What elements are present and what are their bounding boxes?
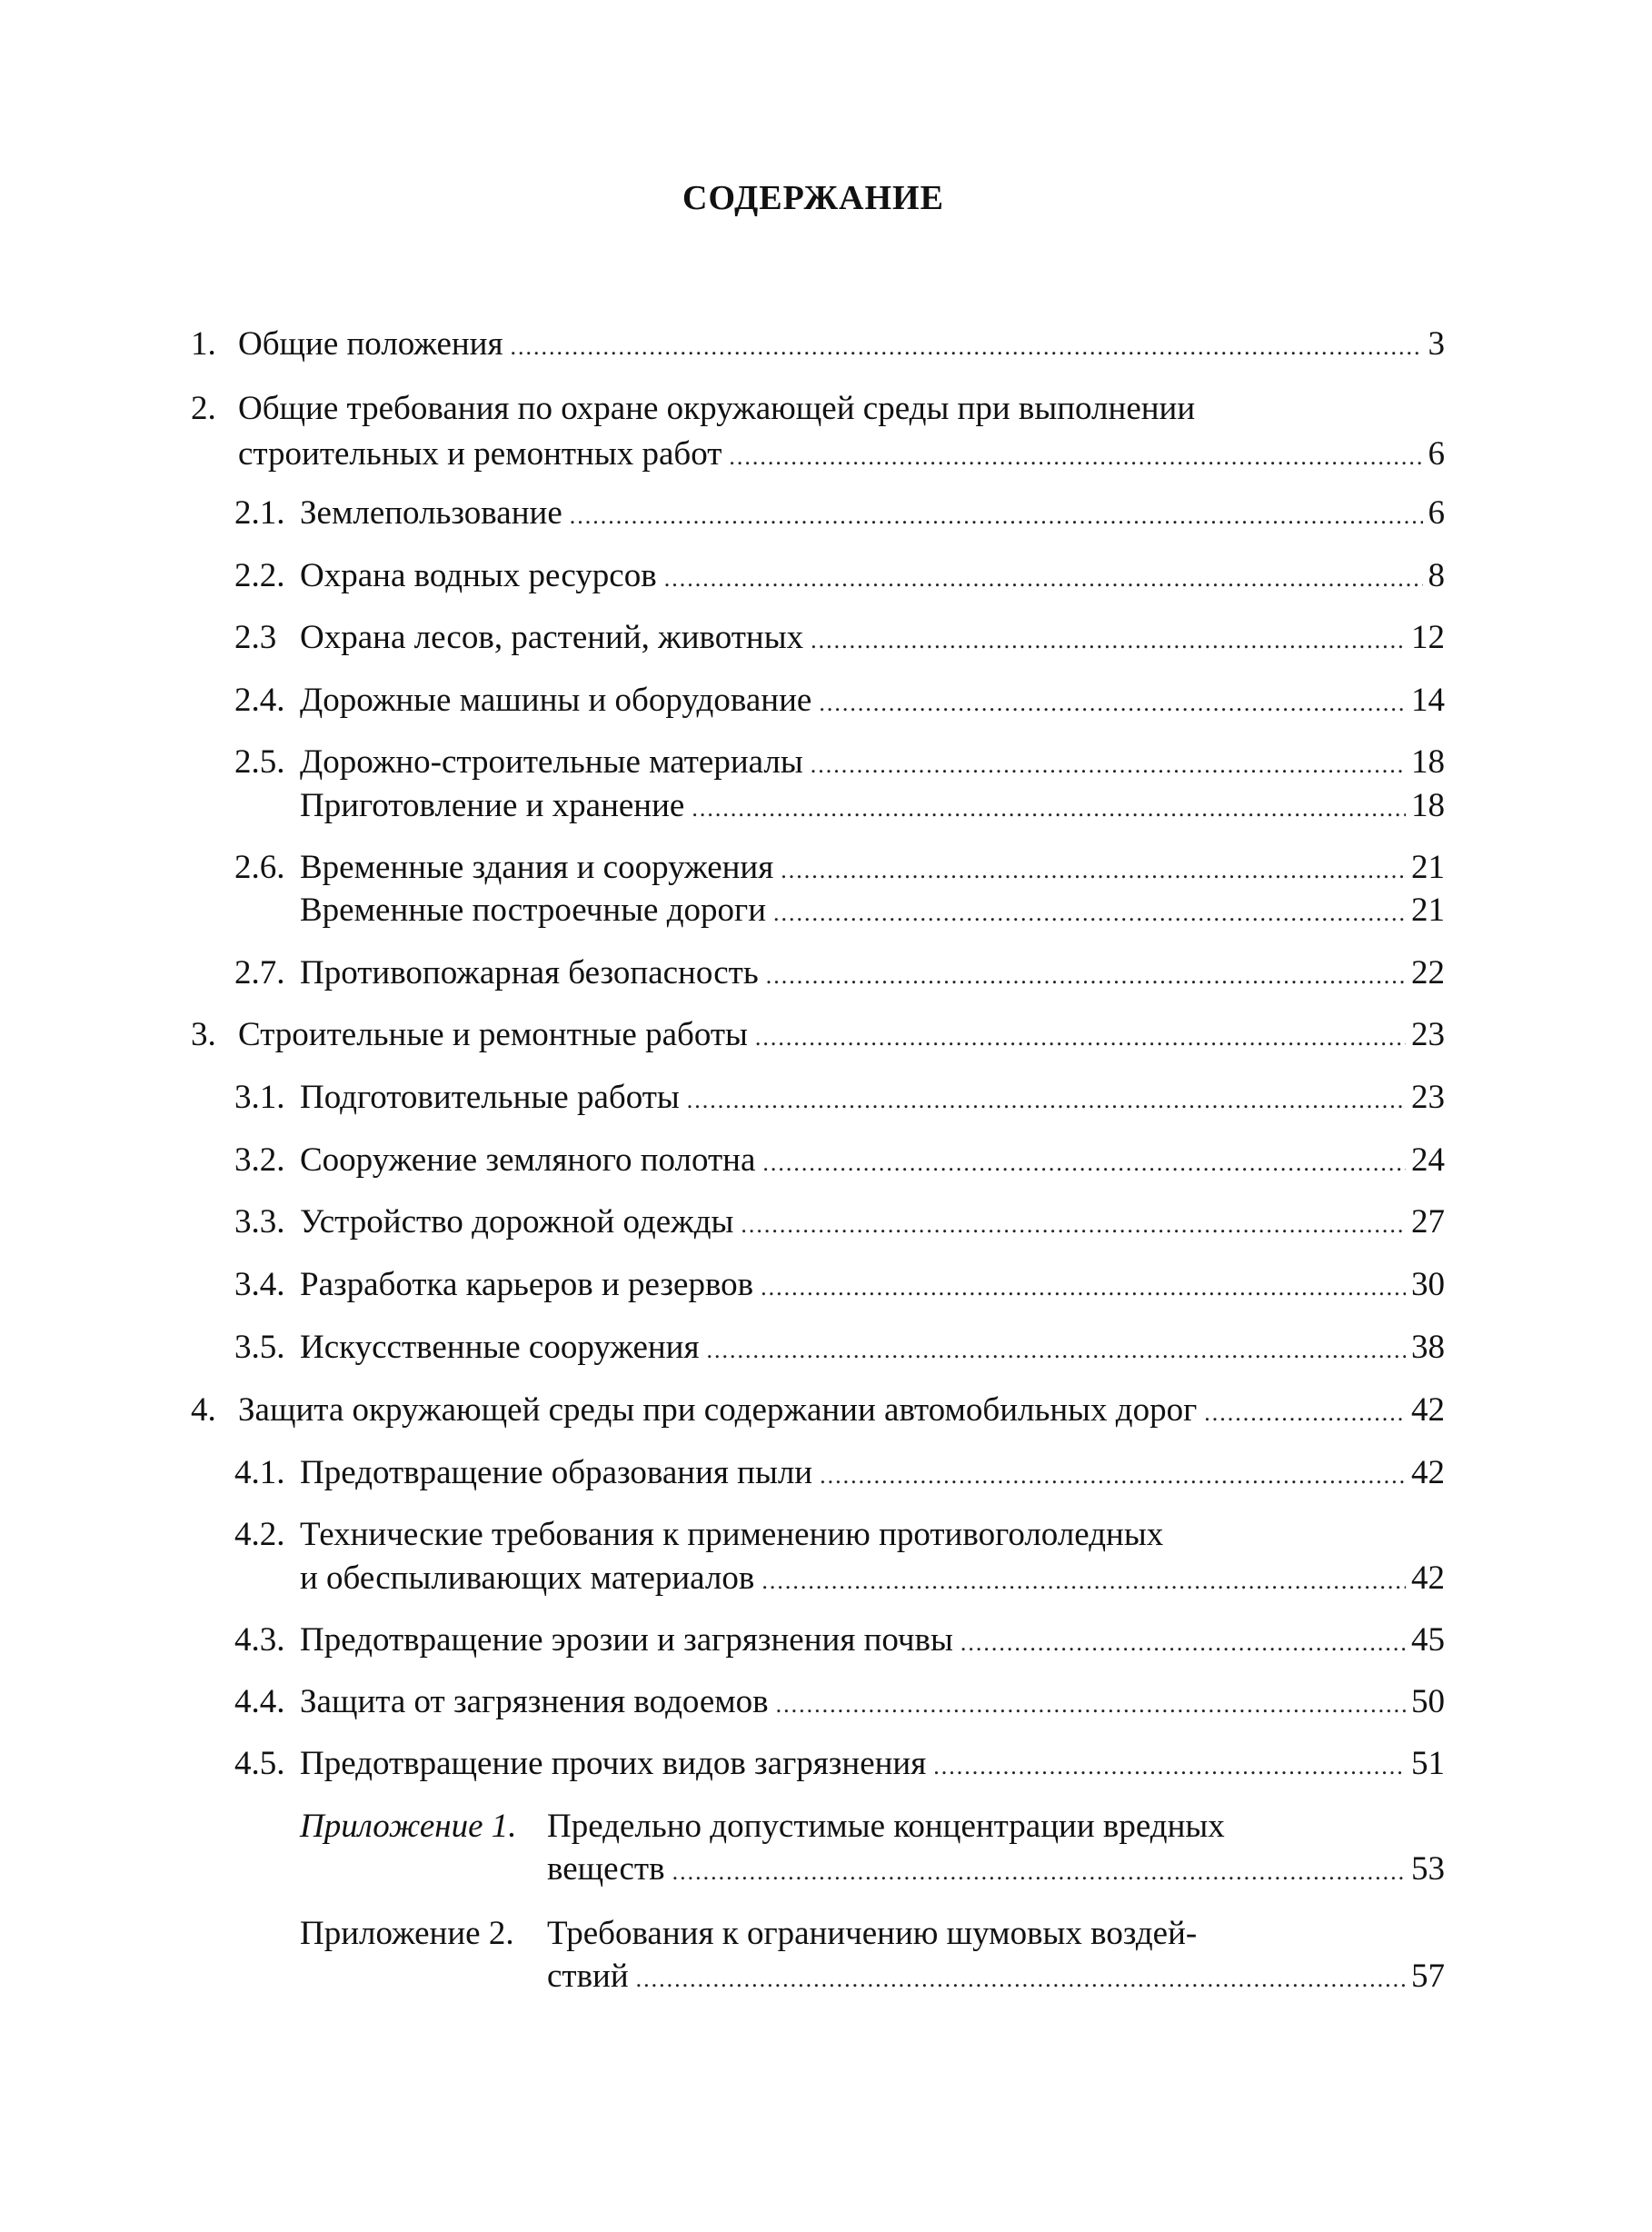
toc-appendix-label: Приложение 1. <box>300 1808 517 1845</box>
dot-leader <box>664 558 1423 600</box>
toc-page: 18 <box>1411 743 1445 781</box>
toc-entry-2-5 <box>234 742 1445 783</box>
toc-page: 6 <box>1428 435 1445 473</box>
toc-entry-2-5-sub <box>300 785 1445 827</box>
toc-page: 22 <box>1411 954 1445 991</box>
page-title: СОДЕРЖАНИЕ <box>682 179 944 217</box>
toc-entry-4-5 <box>234 1743 1445 1785</box>
toc-text: Строительные и ремонтные работы <box>238 1016 748 1053</box>
toc-entry-2-line2 <box>238 433 1445 475</box>
toc-page: 21 <box>1411 849 1445 886</box>
dot-leader <box>761 1267 1406 1309</box>
toc-text: ствий <box>547 1958 629 1995</box>
dot-leader <box>570 495 1423 537</box>
toc-number: 2.7. <box>234 954 285 991</box>
toc-entry-2-4 <box>234 680 1445 722</box>
toc-number: 2. <box>191 390 216 427</box>
dot-leader <box>811 744 1406 786</box>
toc-entry-4-1 <box>234 1452 1445 1494</box>
toc-page: 51 <box>1411 1745 1445 1782</box>
toc-number: 3.1. <box>234 1079 285 1116</box>
dot-leader <box>1204 1392 1406 1434</box>
toc-text: Охрана лесов, растений, животных <box>300 619 804 656</box>
toc-text: веществ <box>547 1850 665 1888</box>
toc-text: Предотвращение прочих видов загрязнения <box>300 1745 927 1782</box>
toc-number: 4.4. <box>234 1683 285 1720</box>
dot-leader <box>819 683 1406 724</box>
toc-page: 45 <box>1411 1621 1445 1659</box>
toc-page: 57 <box>1411 1958 1445 1995</box>
toc-text: Искусственные сооружения <box>300 1329 700 1366</box>
toc-page: 50 <box>1411 1683 1445 1720</box>
toc-page: 23 <box>1411 1016 1445 1053</box>
toc-text: Предотвращение эрозии и загрязнения почвы <box>300 1621 953 1659</box>
toc-page: 8 <box>1428 557 1445 594</box>
toc-text: Технические требования к применению противогололедных <box>300 1516 1164 1553</box>
toc-number: 4. <box>191 1391 216 1429</box>
toc-entry-2-1 <box>234 493 1445 534</box>
toc-text: Приготовление и хранение <box>300 787 685 824</box>
toc-page: 42 <box>1411 1559 1445 1597</box>
dot-leader <box>762 1142 1406 1184</box>
toc-entry-4-3 <box>234 1619 1445 1661</box>
toc-entry-4-4 <box>234 1681 1445 1723</box>
toc-number: 3.4. <box>234 1266 285 1303</box>
toc-text: Подготовительные работы <box>300 1079 680 1116</box>
toc-text: Противопожарная безопасность <box>300 954 759 991</box>
toc-appendix-2-line2 <box>547 1956 1445 1998</box>
toc-text: Требования к ограничению шумовых воздей- <box>547 1915 1198 1952</box>
toc-entry-4 <box>191 1390 1445 1431</box>
dot-leader <box>687 1080 1406 1121</box>
toc-entry-2-6 <box>234 847 1445 889</box>
dot-leader <box>811 620 1406 662</box>
toc-text: Устройство дорожной одежды <box>300 1203 734 1241</box>
dot-leader <box>692 788 1406 830</box>
toc-page: 38 <box>1411 1329 1445 1366</box>
toc-entry-3-2 <box>234 1140 1445 1181</box>
toc-number: 4.1. <box>234 1454 285 1491</box>
toc-page: 21 <box>1411 892 1445 929</box>
toc-text: Временные построечные дороги <box>300 892 767 929</box>
dot-leader <box>755 1017 1406 1059</box>
toc-number: 4.2. <box>234 1516 285 1553</box>
dot-leader <box>766 955 1406 997</box>
toc-page: 14 <box>1411 682 1445 719</box>
toc-page: 18 <box>1411 787 1445 824</box>
toc-text: Защита окружающей среды при содержании автомобильных дорог <box>238 1391 1198 1429</box>
dot-leader <box>672 1851 1406 1893</box>
toc-page: 6 <box>1428 494 1445 532</box>
toc-entry-4-2-line1 <box>234 1514 1445 1556</box>
toc-number: 2.6. <box>234 849 285 886</box>
toc-entry-2-6-sub <box>300 890 1445 932</box>
toc-text: строительных и ремонтных работ <box>238 435 722 473</box>
toc-text: Общие требования по охране окружающей среды при выполнении <box>238 390 1196 427</box>
toc-text: Предотвращение образования пыли <box>300 1454 813 1491</box>
toc-number: 2.4. <box>234 682 285 719</box>
toc-text: Дорожные машины и оборудование <box>300 682 812 719</box>
dot-leader <box>510 326 1422 368</box>
toc-page: 42 <box>1411 1391 1445 1429</box>
toc-number: 2.1. <box>234 494 285 532</box>
dot-leader <box>741 1204 1406 1246</box>
toc-entry-3-3 <box>234 1201 1445 1243</box>
toc-text: Общие положения <box>238 325 503 363</box>
toc-text: Разработка карьеров и резервов <box>300 1266 754 1303</box>
dot-leader <box>820 1455 1406 1497</box>
toc-text: Защита от загрязнения водоемов <box>300 1683 769 1720</box>
toc-entry-2-line1 <box>191 388 1445 430</box>
toc-text: Временные здания и сооружения <box>300 849 774 886</box>
toc-number: 3.5. <box>234 1329 285 1366</box>
toc-text: Землепользование <box>300 494 562 532</box>
toc-appendix-2-line1 <box>300 1913 1445 1955</box>
dot-leader <box>781 850 1406 892</box>
toc-number: 3.3. <box>234 1203 285 1241</box>
toc-entry-3-1 <box>234 1077 1445 1119</box>
dot-leader <box>776 1684 1406 1726</box>
toc-page: 42 <box>1411 1454 1445 1491</box>
toc-appendix-label: Приложение 2. <box>300 1915 514 1952</box>
toc-page: 24 <box>1411 1141 1445 1179</box>
toc-page: 23 <box>1411 1079 1445 1116</box>
dot-leader <box>761 1560 1406 1602</box>
toc-number: 2.5. <box>234 743 285 781</box>
dot-leader <box>773 892 1406 934</box>
dot-leader <box>706 1330 1406 1371</box>
toc-entry-3-4 <box>234 1264 1445 1306</box>
toc-number: 4.3. <box>234 1621 285 1659</box>
toc-number: 1. <box>191 325 216 363</box>
toc-entry-4-2-line2 <box>300 1558 1445 1599</box>
toc-text: и обеспыливающих материалов <box>300 1559 755 1597</box>
toc-page: 12 <box>1411 619 1445 656</box>
toc-text: Охрана водных ресурсов <box>300 557 657 594</box>
toc-page: 53 <box>1411 1850 1445 1888</box>
toc-appendix-1-line2 <box>547 1848 1445 1890</box>
toc-number: 4.5. <box>234 1745 285 1782</box>
toc-entry-3-5 <box>234 1327 1445 1369</box>
toc-page: 3 <box>1428 325 1445 363</box>
toc-entry-2-3 <box>234 617 1445 659</box>
toc-number: 2.2. <box>234 557 285 594</box>
toc-page: 27 <box>1411 1203 1445 1241</box>
toc-entry-3 <box>191 1014 1445 1056</box>
toc-entry-2-2 <box>234 555 1445 597</box>
toc-number: 3. <box>191 1016 216 1053</box>
dot-leader <box>729 436 1422 478</box>
toc-number: 3.2. <box>234 1141 285 1179</box>
toc-text: Сооружение земляного полотна <box>300 1141 756 1179</box>
toc-appendix-1-line1 <box>300 1806 1445 1848</box>
dot-leader <box>636 1958 1406 2000</box>
toc-text: Предельно допустимые концентрации вредных <box>547 1808 1225 1845</box>
toc-number: 2.3 <box>234 619 277 656</box>
toc-entry-1 <box>191 324 1445 365</box>
dot-leader <box>960 1622 1406 1664</box>
toc-entry-2-7 <box>234 952 1445 994</box>
toc-page: 30 <box>1411 1266 1445 1303</box>
toc-text: Дорожно-строительные материалы <box>300 743 803 781</box>
dot-leader <box>933 1746 1406 1788</box>
